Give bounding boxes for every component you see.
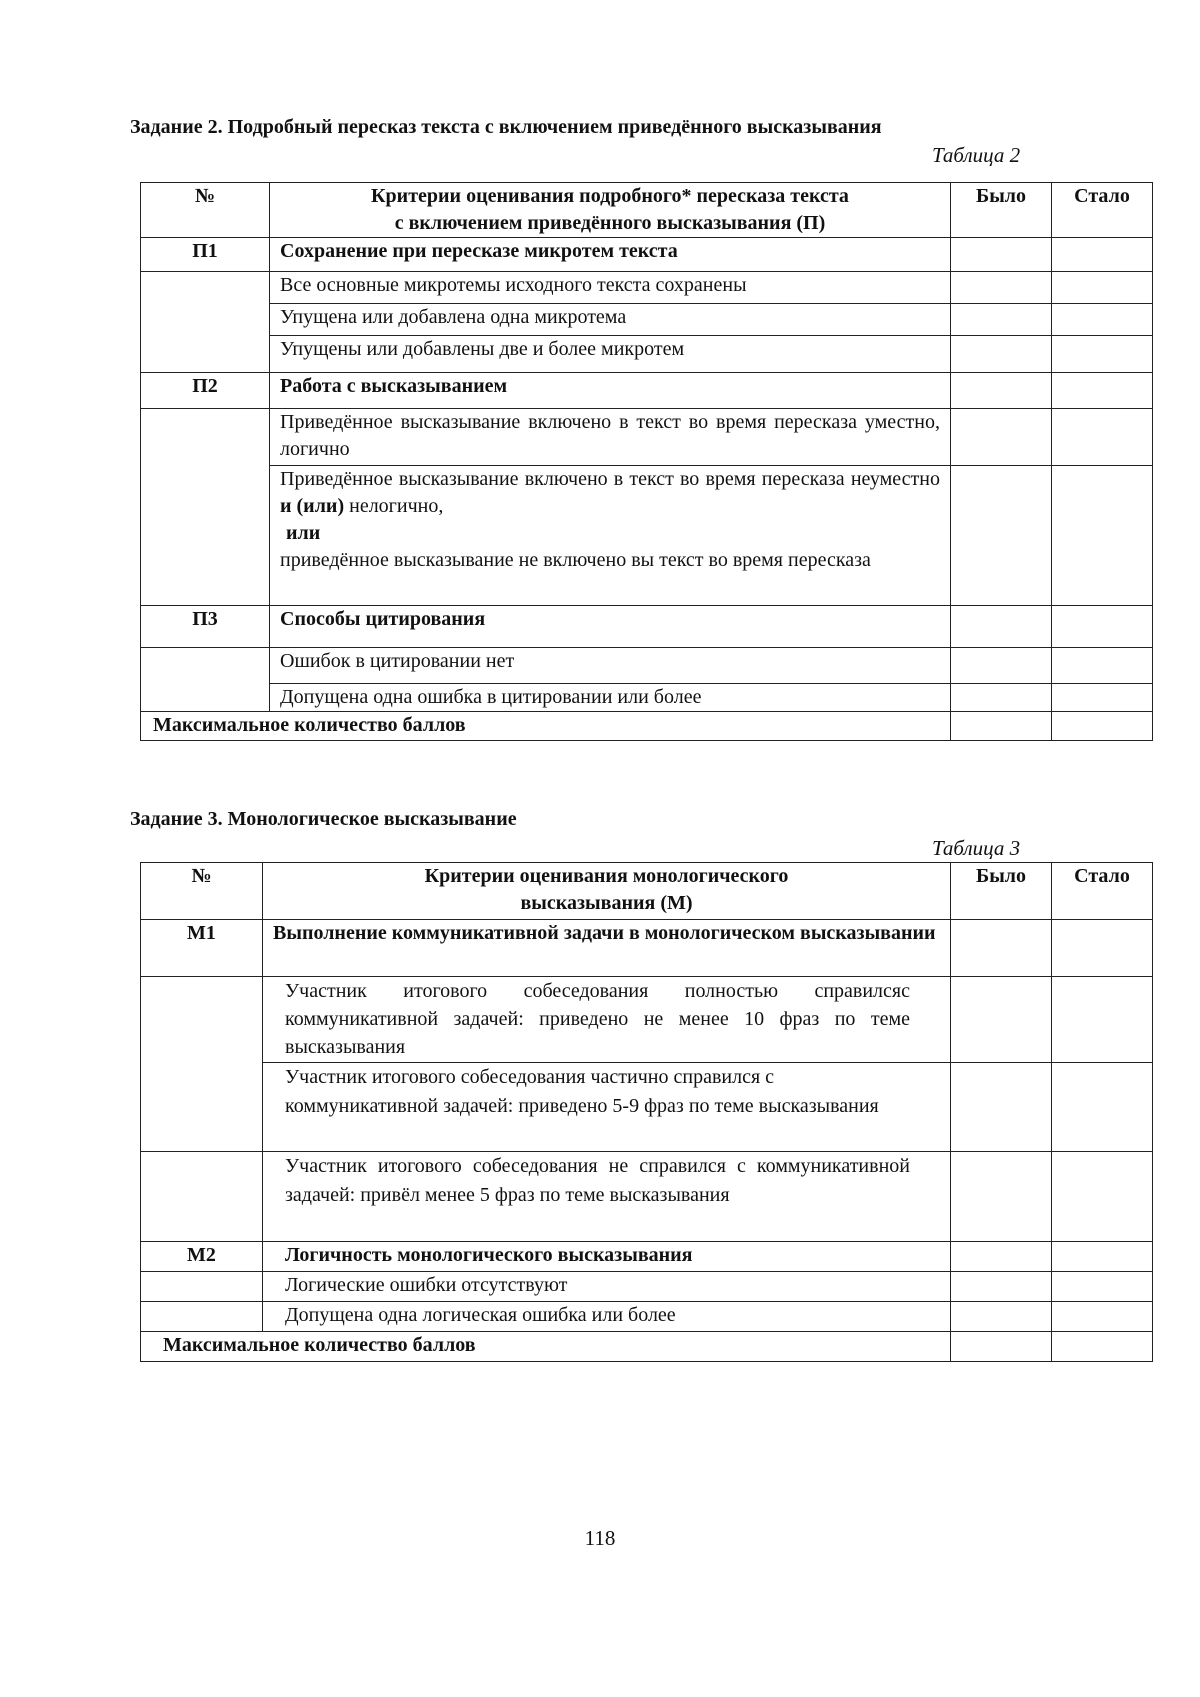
criteria-header-line-1: Критерии оценивания монологического bbox=[424, 865, 789, 887]
table-3 bbox=[140, 862, 1153, 1362]
section2-table-caption: Таблица 2 bbox=[932, 143, 1021, 167]
table-row bbox=[141, 1152, 1153, 1242]
after-cell bbox=[1052, 466, 1153, 606]
column-header-number: № bbox=[141, 183, 270, 238]
empty-code-cell bbox=[141, 977, 263, 1152]
option-p2-2-text-a: Приведённое высказывание включено в текст во время пересказа неуместно bbox=[280, 468, 940, 490]
before-cell bbox=[951, 606, 1052, 648]
table-row bbox=[141, 1302, 1153, 1332]
after-cell bbox=[1052, 272, 1153, 304]
empty-code-cell bbox=[141, 1272, 263, 1302]
column-header-criteria bbox=[263, 863, 951, 920]
table-row bbox=[141, 304, 1153, 336]
total-label: Максимальное количество баллов bbox=[141, 712, 951, 741]
option-p1-3: Упущены или добавлены две и более микротем bbox=[270, 336, 951, 373]
table-row bbox=[141, 684, 1153, 712]
criterion-code-m2: М2 bbox=[141, 1242, 263, 1272]
option-p2-2-or: или bbox=[286, 522, 321, 544]
criterion-code-m1: М1 bbox=[141, 920, 263, 977]
column-header-before: Было bbox=[951, 863, 1052, 920]
option-p2-2-bold: и (или) bbox=[280, 495, 345, 517]
before-cell bbox=[951, 238, 1052, 272]
before-cell bbox=[951, 409, 1052, 466]
before-cell bbox=[951, 684, 1052, 712]
after-cell bbox=[1052, 606, 1153, 648]
option-p1-1: Все основные микротемы исходного текста сохранены bbox=[270, 272, 951, 304]
table-row bbox=[141, 1242, 1153, 1272]
before-cell bbox=[951, 1242, 1052, 1272]
option-p2-1: Приведённое высказывание включено в текст во время пересказа уместно, логично bbox=[270, 409, 951, 466]
column-header-criteria bbox=[270, 183, 951, 238]
table-3-total-row bbox=[141, 1332, 1153, 1362]
column-header-after: Стало bbox=[1052, 183, 1153, 238]
option-p3-1: Ошибок в цитировании нет bbox=[270, 648, 951, 684]
column-header-after: Стало bbox=[1052, 863, 1153, 920]
option-m1-3: Участник итогового собеседования не справился с коммуникативной задачей: привёл менее 5 фраз по теме высказывания bbox=[263, 1152, 951, 1242]
criterion-title-p3: Способы цитирования bbox=[270, 606, 951, 648]
criterion-title-p1: Сохранение при пересказе микротем текста bbox=[270, 238, 951, 272]
after-cell bbox=[1052, 977, 1153, 1063]
table-row bbox=[141, 466, 1153, 606]
before-cell bbox=[951, 336, 1052, 373]
criteria-header-line-1: Критерии оценивания подробного* пересказа текста bbox=[371, 185, 849, 207]
after-cell bbox=[1052, 373, 1153, 409]
option-m2-2: Допущена одна логическая ошибка или более bbox=[263, 1302, 951, 1332]
before-cell bbox=[951, 977, 1052, 1063]
option-m2-1: Логические ошибки отсутствуют bbox=[263, 1272, 951, 1302]
criteria-header-line-2: высказывания (М) bbox=[520, 892, 693, 914]
after-cell bbox=[1052, 684, 1153, 712]
after-cell bbox=[1052, 1302, 1153, 1332]
criterion-title-p2: Работа с высказыванием bbox=[270, 373, 951, 409]
after-cell bbox=[1052, 409, 1153, 466]
table-2-total-row bbox=[141, 712, 1153, 741]
before-cell bbox=[951, 1063, 1052, 1152]
table-row bbox=[141, 336, 1153, 373]
after-cell bbox=[1052, 1152, 1153, 1242]
after-cell bbox=[1052, 920, 1153, 977]
criterion-title-m2: Логичность монологического высказывания bbox=[263, 1242, 951, 1272]
after-cell bbox=[1052, 304, 1153, 336]
table-row bbox=[141, 1272, 1153, 1302]
table-row bbox=[141, 920, 1153, 977]
section3-table-caption: Таблица 3 bbox=[932, 836, 1021, 860]
before-cell bbox=[951, 712, 1052, 741]
after-cell bbox=[1052, 238, 1153, 272]
before-cell bbox=[951, 373, 1052, 409]
table-row bbox=[141, 373, 1153, 409]
table-row bbox=[141, 409, 1153, 466]
before-cell bbox=[951, 1152, 1052, 1242]
criterion-code-p3: П3 bbox=[141, 606, 270, 648]
option-p1-2: Упущена или добавлена одна микротема bbox=[270, 304, 951, 336]
option-p2-2-text-c: приведённое высказывание не включено вы текст во время пересказа bbox=[280, 549, 871, 571]
criterion-title-m1: Выполнение коммуникативной задачи в монологическом высказывании bbox=[263, 920, 951, 977]
table-row bbox=[141, 1063, 1153, 1152]
empty-code-cell bbox=[141, 1302, 263, 1332]
section3-heading: Задание 3. Монологическое высказывание bbox=[130, 808, 517, 830]
option-p3-2: Допущена одна ошибка в цитировании или более bbox=[270, 684, 951, 712]
table-row bbox=[141, 272, 1153, 304]
criterion-code-p2: П2 bbox=[141, 373, 270, 409]
table-2-header-row bbox=[141, 183, 1153, 238]
after-cell bbox=[1052, 712, 1153, 741]
before-cell bbox=[951, 648, 1052, 684]
table-row bbox=[141, 238, 1153, 272]
before-cell bbox=[951, 1272, 1052, 1302]
total-label: Максимальное количество баллов bbox=[141, 1332, 951, 1362]
after-cell bbox=[1052, 1063, 1153, 1152]
option-p2-2 bbox=[270, 466, 951, 606]
table-3-header-row bbox=[141, 863, 1153, 920]
before-cell bbox=[951, 1302, 1052, 1332]
empty-code-cell bbox=[141, 409, 270, 606]
criterion-code-p1: П1 bbox=[141, 238, 270, 272]
before-cell bbox=[951, 1332, 1052, 1362]
empty-code-cell bbox=[141, 272, 270, 373]
criteria-header-line-2: с включением приведённого высказывания (П) bbox=[394, 212, 826, 234]
option-m1-2: Участник итогового собеседования частично справился с коммуникативной задачей: приведено 5-9 фраз по теме высказывания bbox=[263, 1063, 951, 1152]
page-number: 118 bbox=[584, 1526, 616, 1550]
empty-code-cell bbox=[141, 648, 270, 712]
before-cell bbox=[951, 920, 1052, 977]
after-cell bbox=[1052, 1242, 1153, 1272]
column-header-before: Было bbox=[951, 183, 1052, 238]
option-p2-2-text-b: нелогично, bbox=[349, 495, 444, 517]
before-cell bbox=[951, 272, 1052, 304]
column-header-number: № bbox=[141, 863, 263, 920]
table-row bbox=[141, 606, 1153, 648]
section2-heading: Задание 2. Подробный пересказ текста с включением приведённого высказывания bbox=[130, 116, 882, 138]
after-cell bbox=[1052, 336, 1153, 373]
after-cell bbox=[1052, 648, 1153, 684]
table-2 bbox=[140, 182, 1153, 741]
after-cell bbox=[1052, 1332, 1153, 1362]
before-cell bbox=[951, 466, 1052, 606]
table-row bbox=[141, 648, 1153, 684]
after-cell bbox=[1052, 1272, 1153, 1302]
option-m1-1: Участник итогового собеседования полностью справилсяс коммуникативной задачей: приведено не менее 10 фраз по теме высказывания bbox=[263, 977, 951, 1063]
before-cell bbox=[951, 304, 1052, 336]
empty-code-cell bbox=[141, 1152, 263, 1242]
table-row bbox=[141, 977, 1153, 1063]
